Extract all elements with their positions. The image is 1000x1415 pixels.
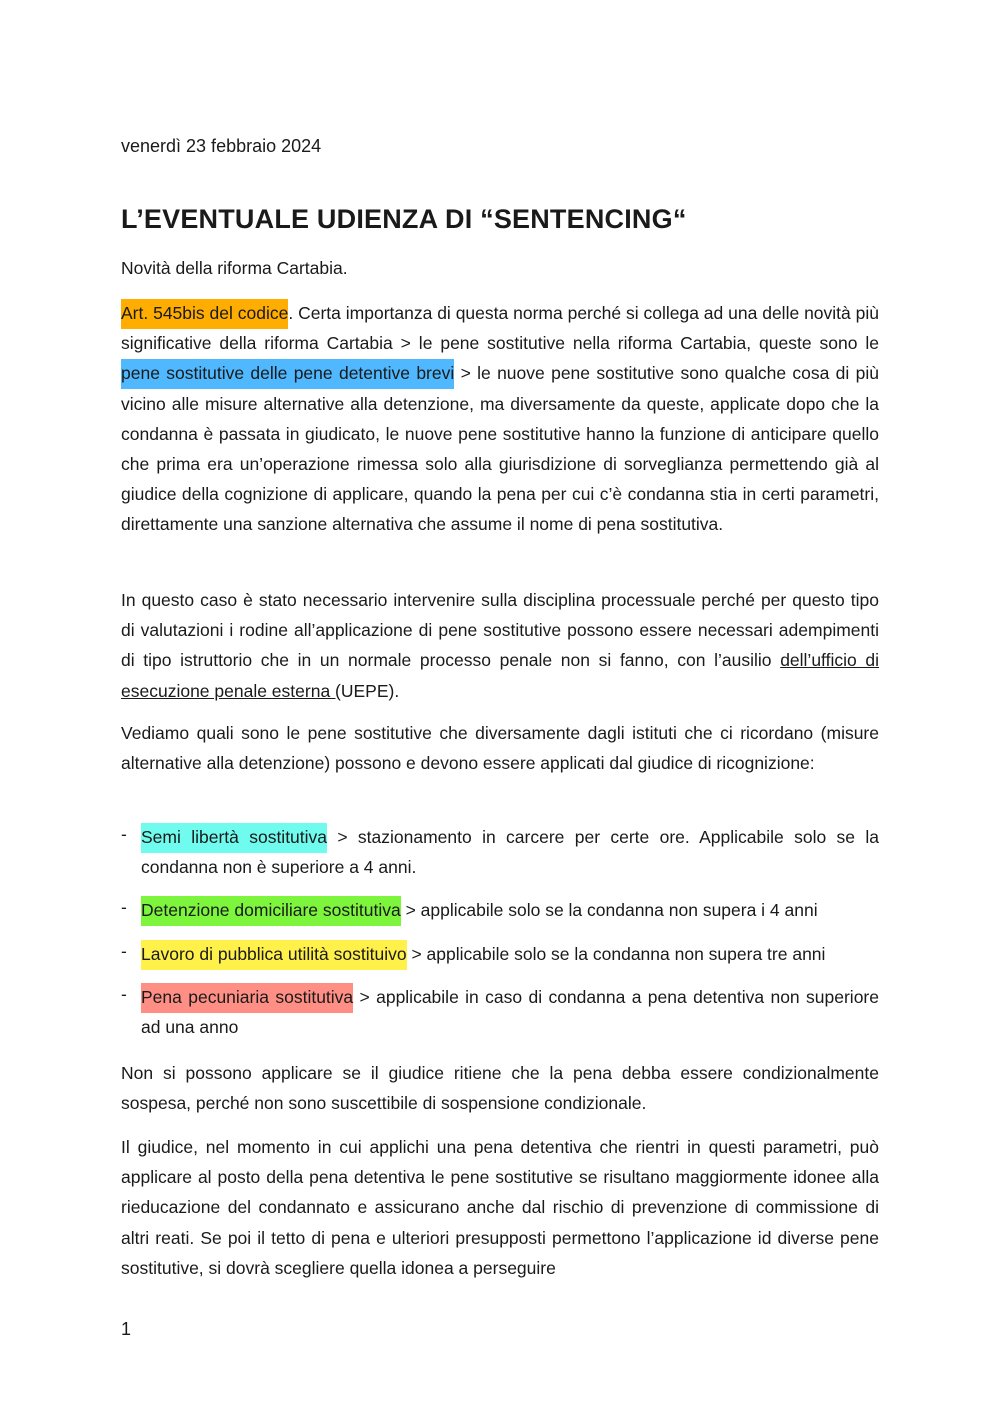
subtitle: Novità della riforma Cartabia.	[121, 258, 348, 278]
highlight-semi-liberta: Semi libertà sostitutiva	[141, 823, 327, 853]
paragraph-2-text-b: UEPE).	[340, 680, 400, 701]
highlight-detenzione-domiciliare: Detenzione domiciliare sostitutiva	[141, 896, 401, 926]
list-item-text: > applicabile in caso di condanna a pena detentiva non superiore ad una anno	[141, 986, 879, 1038]
paragraph-1	[121, 298, 879, 540]
paragraph-3: Vediamo quali sono le pene sostitutive che diversamente dagli istituti che ci ricordano (misure alternative alla detenzione) possono e devono essere applicati dal giudice di ricognizione:	[121, 723, 879, 774]
document-date: venerdì 23 febbraio 2024	[121, 136, 322, 156]
paragraph-1-text-b: > le nuove pene sostitutive sono qualche cosa di più vicino alle misure alternative alla detenzione, ma diversamente da queste, applicate dopo che la condanna è passata in giudicato, le nuove pene sostitutive hanno la funzione di anticipare quello che prima era un’operazione rimessa solo alla giurisdizione di sorveglianza permettendo già al giudice della cognizione di applicare, quando la pena per cui c’è condanna stia in certi parametri, direttamente una sanzione alternativa che assume il nome di pena sostitutiva.	[121, 363, 879, 535]
list-item	[121, 982, 879, 1042]
page-title: L’EVENTUALE UDIENZA DI “SENTENCING“	[121, 204, 687, 234]
list-dash: -	[121, 983, 127, 1004]
list-item-text: > stazionamento in carcere per certe ore. Applicabile solo se la condanna non è superiore a 4 anni.	[141, 827, 879, 878]
underlined-uepe: dell’ufficio di esecuzione penale esterna (	[121, 650, 879, 701]
list-item	[121, 939, 879, 969]
highlight-pene-sostitutive: pene sostitutive delle pene detentive brevi	[121, 359, 454, 389]
list-dash: -	[121, 940, 127, 961]
paragraph-4: Non si possono applicare se il giudice ritiene che la pena debba essere condizionalmente sospesa, perché non sono suscettibile di sospensione condizionale.	[121, 1063, 879, 1114]
list-item-text: > applicabile solo se la condanna non supera i 4 anni	[400, 900, 818, 921]
paragraph-2-text-a: In questo caso è stato necessario intervenire sulla disciplina processuale perché per questo tipo di valutazioni i rodine all’applicazione di pene sostitutive possono essere necessari adempimenti di tipo istruttorio che in un normale processo penale non si fanno, con l’ausilio	[121, 590, 879, 671]
list-dash: -	[121, 897, 127, 918]
page-number: 1	[121, 1319, 132, 1339]
highlight-pena-pecuniaria: Pena pecuniaria sostitutiva	[141, 983, 353, 1013]
paragraph-1-text-a: . Certa importanza di questa norma perché si collega ad una delle novità più significative della riforma Cartabia > le pene sostitutive nella riforma Cartabia, queste sono le	[121, 303, 879, 354]
highlight-article: Art. 545bis del codice	[121, 299, 288, 329]
list-item	[121, 895, 879, 925]
paragraph-5: Il giudice, nel momento in cui applichi una pena detentiva che rientri in questi parametri, può applicare al posto della pena detentiva le pene sostitutive se risultano maggiormente idonee alla rieducazione del condannato e assicurano anche dal rischio di prevenzione di commissione di altri reati. Se poi il tetto di pena e ulteriori presupposti permettono l’applicazione id diverse pene sostitutive, si dovrà scegliere quella idonea a perseguire	[121, 1137, 879, 1278]
highlight-lavoro-pubblica-utilita: Lavoro di pubblica utilità sostituivo	[141, 940, 407, 970]
list-dash: -	[121, 824, 127, 844]
list-item-text: > applicabile solo se la condanna non supera tre anni	[406, 943, 826, 964]
list-item	[121, 822, 879, 882]
paragraph-2	[121, 585, 879, 706]
pene-sostitutive-list	[121, 822, 879, 1055]
